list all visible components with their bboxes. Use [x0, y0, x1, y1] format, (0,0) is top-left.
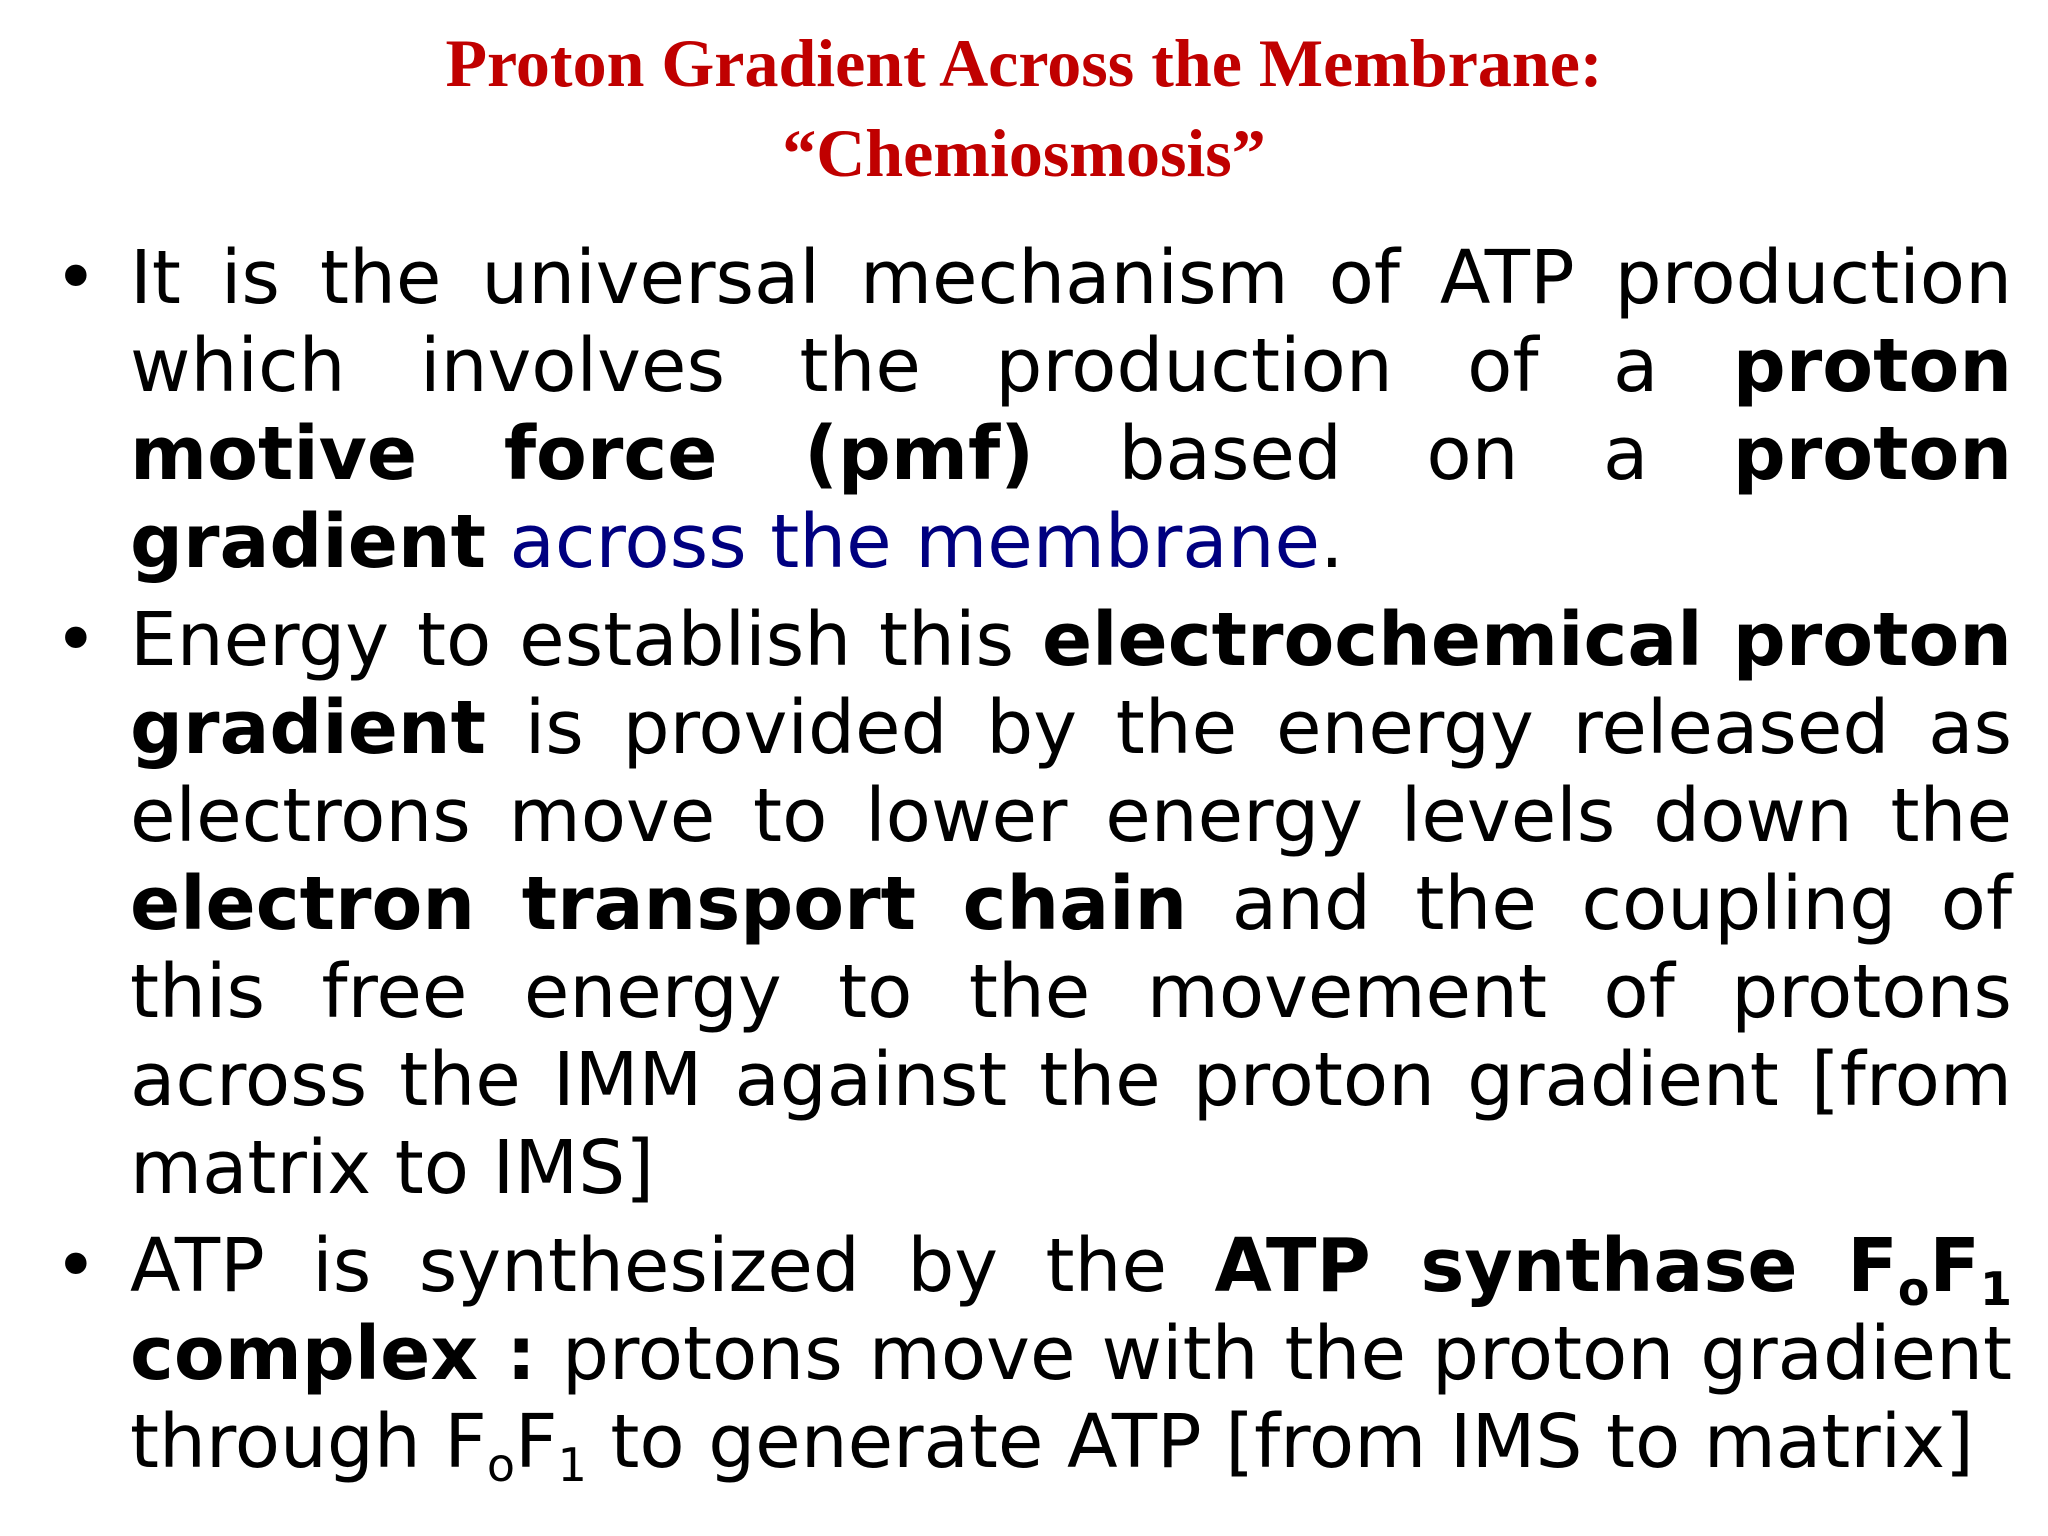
bullet-2-bold-gradient: electrochemical proton gradient: [130, 597, 2012, 771]
bullet-3-text: ATP is synthesized by the: [130, 1223, 1215, 1309]
title-line-2: “Chemiosmosis”: [782, 115, 1266, 191]
bullet-3-text-3: to generate ATP [from IMS to matrix]: [586, 1399, 1974, 1485]
bullet-2-text-2: is provided by the energy released as electrons move to lower energy levels down the: [130, 685, 2012, 859]
bullet-2-bold-etc: electron transport chain: [130, 861, 1188, 947]
synthase-sub-1: 1: [1979, 1262, 2012, 1316]
synthase-label: ATP synthase F: [1214, 1223, 1898, 1309]
slide-title: [0, 18, 2048, 198]
bullet-2-text-3: and the coupling of this free energy to the movement of protons across the IMM against the proton gradient [from matrix to IMS]: [130, 861, 2012, 1211]
bullet-icon: •: [54, 235, 98, 321]
title-line-1: Proton Gradient Across the Membrane:: [445, 25, 1603, 101]
synthase-complex: complex :: [130, 1311, 536, 1397]
synthase-sub-o: o: [1897, 1262, 1930, 1316]
bullet-item-3: [52, 1222, 2012, 1492]
bullet-2-text: Energy to establish this: [130, 597, 1042, 683]
bullet-1-space: [486, 499, 510, 585]
bullet-1-text-2: based on a: [1034, 411, 1733, 497]
bullet-1-bold-gradient: proton gradient: [130, 411, 2012, 585]
f0f1-sub-o: o: [486, 1438, 516, 1492]
f0f1-f: F: [515, 1399, 558, 1485]
bullet-1-period: .: [1320, 499, 1344, 585]
bullet-icon: •: [54, 1223, 98, 1309]
bullet-item-1: [52, 234, 2012, 586]
f0f1-sub-1: 1: [557, 1438, 587, 1492]
synthase-f: F: [1929, 1223, 1980, 1309]
bullet-list: [52, 234, 2012, 1492]
bullet-1-highlight: across the membrane: [509, 499, 1321, 585]
bullet-3-text-2: protons move with the proton gradient through F: [130, 1311, 2012, 1485]
bullet-1-text: It is the universal mechanism of ATP production which involves the production of a: [130, 235, 2012, 409]
bullet-item-2: [52, 596, 2012, 1212]
bullet-1-bold-pmf: proton motive force (pmf): [130, 323, 2012, 497]
bullet-icon: •: [54, 597, 98, 683]
